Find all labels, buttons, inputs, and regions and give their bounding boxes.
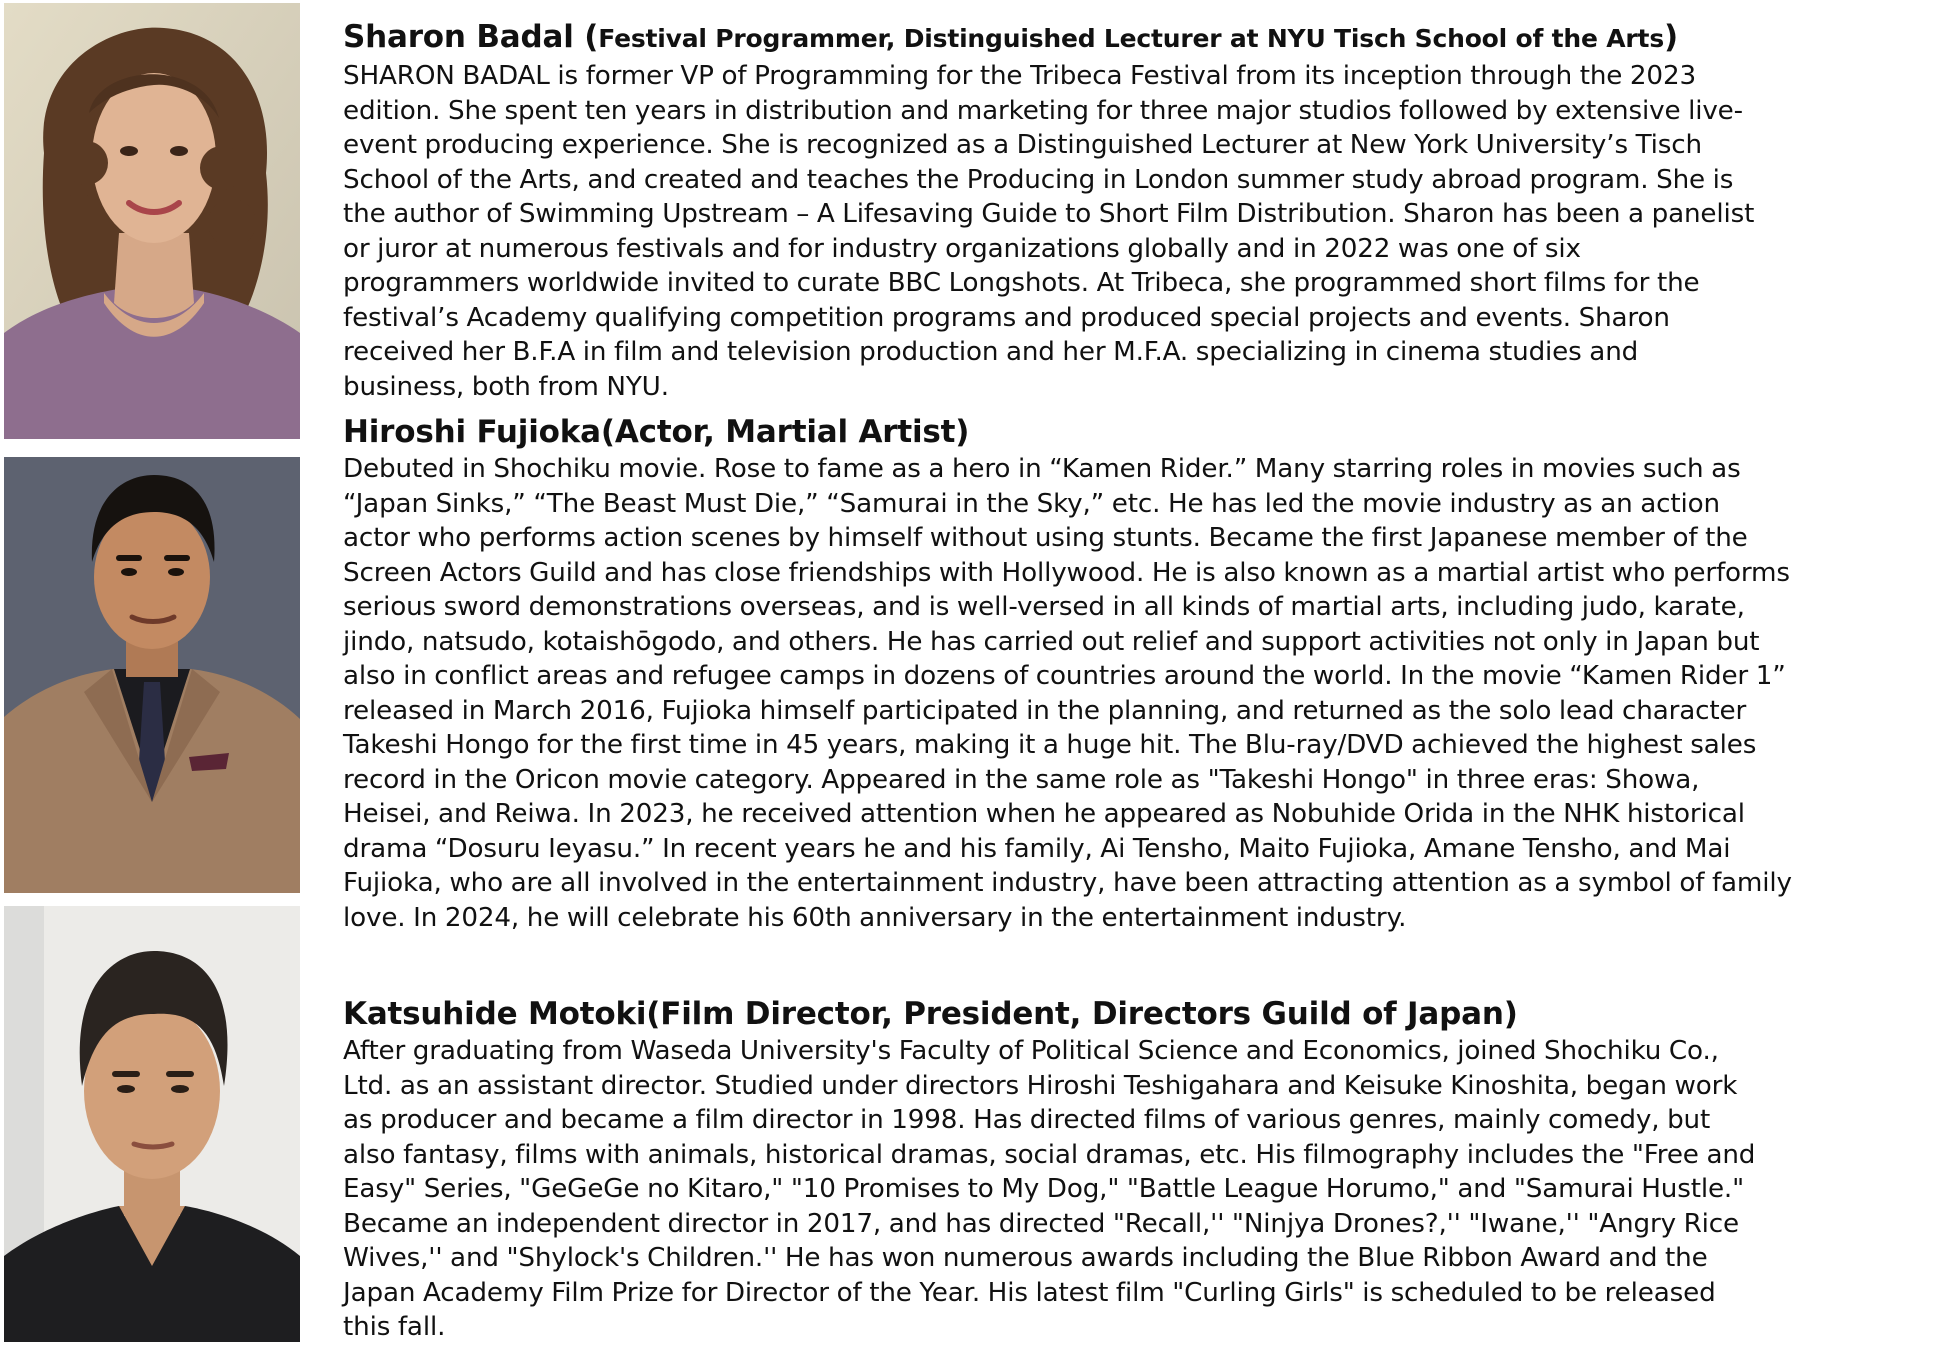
person-bio: After graduating from Waseda University's Faculty of Political Science and Economics, joined Shochiku Co., Ltd. as an assistant director. Studied under directors Hiroshi Teshigahara and Keisuke Kinoshita, began work as producer and became a film director in 1998. Has directed films of various genres, mainly comedy, but also fantasy, films with animals, historical dramas, social dramas, etc. His filmography includes the "Free and Easy" Series, "GeGeGe no Kitaro," "10 Promises to My Dog," "Battle League Horumo," and "Samurai Hustle." Became an independent director in 2017, and has directed "Recall,'' "Ninjya Drones?,'' "Iwane,'' "Angry Rice Wives,'' and "Shylock's Children.'' He has won numerous awards including the Blue Ribbon Award and the Japan Academy Film Prize for Director of the Year. His latest film "Curling Girls" is scheduled to be released this fall. [343, 1036, 1756, 1342]
portrait-photo-hiroshi-fujioka [4, 457, 300, 893]
portrait-man-dark-shirt-icon [4, 906, 300, 1342]
person-role: Actor, Martial Artist [614, 414, 956, 450]
bio-katsuhide-motoki [343, 994, 1928, 1345]
person-name: Hiroshi Fujioka [343, 414, 601, 450]
portrait-photo-katsuhide-motoki [4, 906, 300, 1342]
person-heading: Hiroshi Fujioka(Actor, Martial Artist) [343, 414, 970, 450]
person-name: Katsuhide Motoki [343, 996, 647, 1032]
person-heading: Sharon Badal (Festival Programmer, Distinguished Lecturer at NYU Tisch School of the Arts) [343, 19, 1678, 55]
person-role: Festival Programmer, Distinguished Lecturer at NYU Tisch School of the Arts [598, 24, 1664, 53]
person-role: Film Director, President, Directors Guild of Japan [660, 996, 1504, 1032]
portrait-man-suit-icon [4, 457, 300, 893]
portrait-photo-sharon-badal [4, 3, 300, 439]
bio-hiroshi-fujioka [343, 412, 1928, 935]
person-bio: Debuted in Shochiku movie. Rose to fame as a hero in “Kamen Rider.” Many starring roles in movies such as “Japan Sinks,” “The Beast Must Die,” “Samurai in the Sky,” etc. He has led the movie industry as an action actor who performs action scenes by himself without using stunts. Became the first Japanese member of the Screen Actors Guild and has close friendships with Hollywood. He is also known as a martial artist who performs serious sword demonstrations overseas, and is well-versed in all kinds of martial arts, including judo, karate, jindo, natsudo, kotaishōgodo, and others. He has carried out relief and support activities not only in Japan but also in conflict areas and refugee camps in dozens of countries around the world. In the movie “Kamen Rider 1” released in March 2016, Fujioka himself participated in the planning, and returned as the solo lead character Takeshi Hongo for the first time in 45 years, making it a huge hit. The Blu-ray/DVD achieved the highest sales record in the Oricon movie category. Appeared in the same role as "Takeshi Hongo" in three eras: Showa, Heisei, and Reiwa. In 2023, he received attention when he appeared as Nobuhide Orida in the NHK historical drama “Dosuru Ieyasu.” In recent years he and his family, Ai Tensho, Maito Fujioka, Amane Tensho, and Mai Fujioka, who are all involved in the entertainment industry, have been attracting attention as a symbol of family love. In 2024, he will celebrate his 60th anniversary in the entertainment industry. [343, 454, 1792, 933]
person-bio: SHARON BADAL is former VP of Programming for the Tribeca Festival from its inception through the 2023 edition. She spent ten years in distribution and marketing for three major studios followed by extensive live- event producing experience. She is recognized as a Distinguished Lecturer at New York University’s Tisch School of the Arts, and created and teaches the Producing in London summer study abroad program. She is the author of Swimming Upstream – A Lifesaving Guide to Short Film Distribution. Sharon has been a panelist or juror at numerous festivals and for industry organizations globally and in 2022 was one of six programmers worldwide invited to curate BBC Longshots. At Tribeca, she programmed short films for the festival’s Academy qualifying competition programs and produced special projects and events. Sharon received her B.F.A in film and television production and her M.F.A. specializing in cinema studies and business, both from NYU. [343, 61, 1755, 402]
person-heading: Katsuhide Motoki(Film Director, President, Directors Guild of Japan) [343, 996, 1518, 1032]
bio-sharon-badal [343, 17, 1928, 404]
person-name: Sharon Badal [343, 19, 574, 55]
portrait-woman-curly-hair-icon [4, 3, 300, 439]
